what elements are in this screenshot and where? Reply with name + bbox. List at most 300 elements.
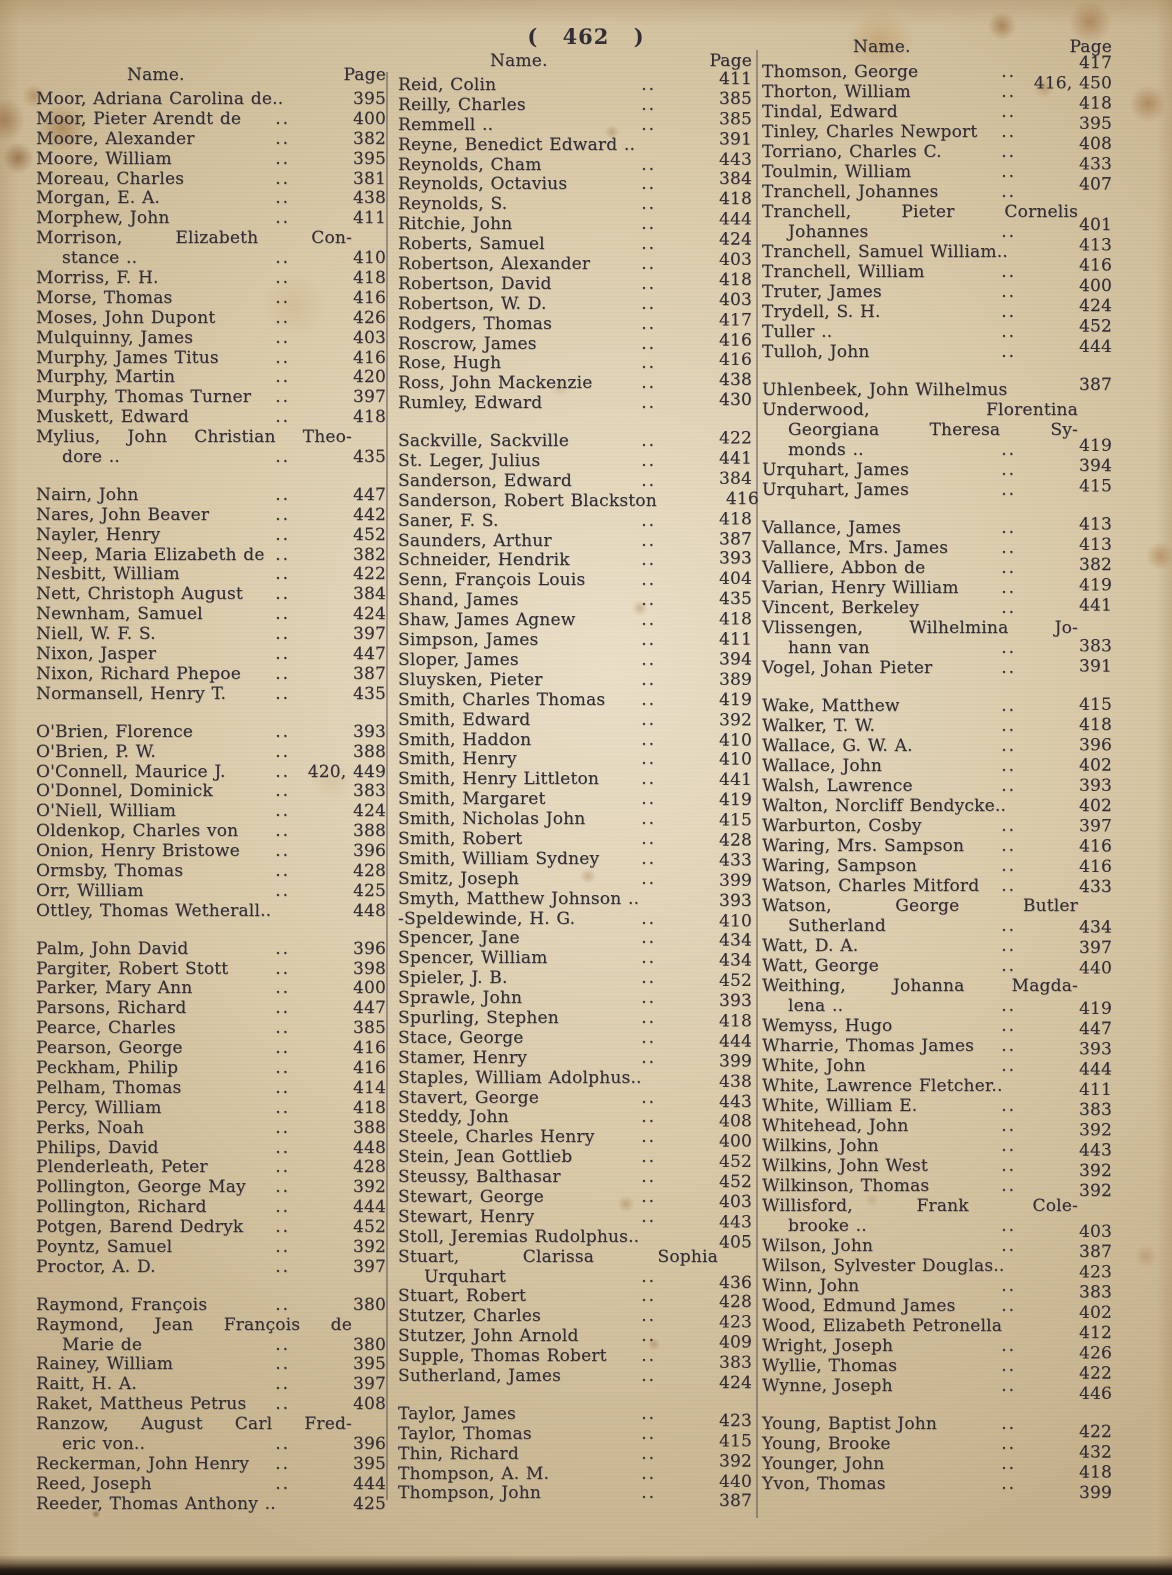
- dot-leader: ..: [1001, 322, 1016, 342]
- dot-leader: ..: [275, 880, 290, 901]
- entry-page: 399: [1078, 1483, 1112, 1503]
- dot-leader: ..: [275, 644, 290, 665]
- entry-page: 409: [718, 1332, 752, 1353]
- dot-leader: ..: [641, 1007, 656, 1028]
- entry-name: Robertson, W. D.: [398, 293, 547, 314]
- dot-leader: ..: [641, 828, 656, 849]
- entry-name: Reid, Colin: [398, 75, 497, 95]
- index-entry: [36, 428, 386, 448]
- entry-name: Watt, George: [762, 956, 879, 976]
- entry-page: 402: [1078, 755, 1112, 776]
- index-entry: [36, 1316, 386, 1336]
- entry-name: Plenderleath, Peter: [36, 1157, 208, 1178]
- entry-page: 397: [1078, 816, 1112, 837]
- dot-leader: ..: [1001, 658, 1016, 678]
- dot-leader: ..: [275, 1137, 290, 1158]
- entry-page: 418: [352, 1097, 386, 1118]
- entry-name: Moses, John Dupont: [36, 307, 216, 328]
- entry-name: Sutherland, James: [398, 1366, 562, 1386]
- entry-page: 416: [352, 347, 386, 368]
- dot-leader: ..: [1001, 1276, 1016, 1296]
- entry-name: Sluysken, Pieter: [398, 669, 543, 690]
- entry-name: White, Lawrence Fletcher..: [762, 1076, 1003, 1096]
- index-entry: [36, 526, 386, 546]
- entry-page: 392: [718, 709, 752, 730]
- index-entry: [762, 876, 1112, 896]
- dot-leader: ..: [641, 530, 656, 551]
- entry-name: Steddy, John: [398, 1107, 509, 1128]
- entry-name: Sackville, Sackville: [398, 431, 569, 452]
- entry-page: 415: [1078, 694, 1112, 715]
- dot-leader: ..: [275, 1236, 290, 1257]
- entry-name: Spencer, Jane: [398, 928, 520, 949]
- index-entry: [398, 711, 752, 731]
- index-entry: [762, 936, 1112, 956]
- entry-page: 420: [352, 367, 386, 388]
- entry-page: 388: [352, 741, 386, 762]
- dot-leader: ..: [1001, 776, 1016, 796]
- entry-name: Smith, Haddon: [398, 729, 532, 750]
- index-entry: [398, 850, 752, 870]
- entry-page: 415: [718, 810, 752, 831]
- index-entry: [36, 448, 386, 468]
- entry-page: 411: [718, 629, 752, 650]
- index-entry: [36, 902, 386, 922]
- entry-page: 382: [1078, 555, 1112, 576]
- entry-page: 395: [352, 148, 386, 169]
- entry-name: Walker, T. W.: [762, 716, 876, 736]
- dot-leader: ..: [1001, 916, 1016, 936]
- entry-page: 447: [1078, 1019, 1112, 1040]
- entry-name: Nesbitt, William: [36, 564, 180, 585]
- column-entries: [762, 53, 1112, 1503]
- entry-page: 452: [718, 971, 752, 992]
- entry-page: 424: [352, 801, 386, 822]
- entry-page: 395: [1078, 113, 1112, 134]
- entry-page: 419: [1078, 575, 1112, 596]
- entry-name: Sanderson, Robert Blackston: [398, 490, 657, 511]
- entry-page: 438: [718, 1071, 752, 1092]
- dot-leader: ..: [1001, 1454, 1016, 1474]
- entry-page: 393: [352, 721, 386, 742]
- index-entry: [398, 631, 752, 651]
- entry-page: 443: [718, 149, 752, 170]
- dot-leader: ..: [275, 761, 290, 782]
- index-entry: [36, 685, 386, 705]
- index-entry: [398, 910, 752, 930]
- entry-page: 438: [352, 188, 386, 209]
- entry-name: Stace, George: [398, 1027, 524, 1048]
- index-entry: [36, 1019, 386, 1039]
- entry-page: 418: [718, 189, 752, 210]
- entry-page: 413: [1078, 235, 1112, 256]
- entry-name: Murphy, James Titus: [36, 347, 219, 368]
- entry-name: Raket, Mattheus Petrus: [36, 1394, 247, 1415]
- entry-name: O'Niell, William: [36, 801, 177, 822]
- entry-page: 393: [718, 549, 752, 570]
- entry-page: 440: [1078, 958, 1112, 979]
- dot-leader: ..: [275, 1434, 290, 1454]
- entry-page: 420, 449: [307, 761, 386, 782]
- dot-leader: ..: [641, 868, 656, 889]
- entry-name: Stewart, Henry: [398, 1206, 535, 1227]
- entry-page: 434: [718, 950, 752, 971]
- group-gap: [36, 922, 386, 940]
- entry-page: 418: [352, 268, 386, 289]
- entry-page: 413: [1078, 534, 1112, 555]
- dot-leader: ..: [641, 353, 656, 374]
- column-divider-2: [756, 50, 758, 1518]
- index-entry: [36, 842, 386, 862]
- dot-leader: ..: [641, 393, 656, 414]
- dot-leader: ..: [641, 1423, 656, 1444]
- entry-page: 423: [718, 1411, 752, 1432]
- entry-page: 438: [718, 370, 752, 391]
- index-entry: [36, 782, 386, 802]
- dot-leader: ..: [641, 154, 656, 175]
- index-entry: [36, 1139, 386, 1159]
- entry-page: 391: [718, 129, 752, 150]
- entry-name: Rumley, Edward: [398, 393, 543, 414]
- dot-leader: ..: [641, 649, 656, 670]
- dot-leader: ..: [275, 958, 290, 979]
- entry-name: Torriano, Charles C.: [762, 142, 942, 162]
- dot-leader: ..: [641, 214, 656, 235]
- dot-leader: ..: [641, 1186, 656, 1207]
- dot-leader: ..: [641, 431, 656, 452]
- entry-page: 414: [352, 1077, 386, 1098]
- dot-leader: ..: [1001, 1376, 1016, 1396]
- dot-leader: ..: [1001, 262, 1016, 282]
- dot-leader: ..: [1001, 696, 1016, 716]
- entry-page: 393: [718, 890, 752, 911]
- entry-name: Tranchell, Johannes: [762, 182, 939, 202]
- entry-name: Neep, Maria Elizabeth de: [36, 544, 265, 565]
- dot-leader: ..: [275, 484, 290, 505]
- entry-page: 392: [1078, 1161, 1112, 1181]
- entry-page: 410: [352, 248, 386, 269]
- dot-leader: ..: [1001, 222, 1016, 242]
- index-entry: [36, 565, 386, 585]
- entry-name: Spieler, J. B.: [398, 968, 508, 989]
- dot-leader: ..: [641, 1047, 656, 1068]
- entry-name: Murphy, Thomas Turner: [36, 387, 252, 408]
- dot-leader: ..: [1001, 302, 1016, 322]
- entry-name: White, William E.: [762, 1096, 918, 1116]
- entry-page: 423: [1078, 1262, 1112, 1283]
- entry-page: 417: [1078, 53, 1112, 73]
- entry-name: Parker, Mary Ann: [36, 978, 193, 999]
- entry-page: 418: [718, 1011, 752, 1032]
- index-entry: [762, 716, 1112, 736]
- index-entry: [762, 776, 1112, 796]
- dot-leader: ..: [275, 564, 290, 585]
- dot-leader: ..: [1001, 936, 1016, 956]
- dot-leader: ..: [641, 610, 656, 631]
- entry-name: Tulloh, John: [762, 342, 870, 362]
- dot-leader: ..: [641, 1027, 656, 1048]
- entry-name: Moore, William: [36, 148, 172, 169]
- entry-name: Niell, W. F. S.: [36, 624, 156, 645]
- entry-name: Wallace, G. W. A.: [762, 736, 913, 756]
- dot-leader: ..: [1001, 460, 1016, 480]
- dot-leader: ..: [1001, 1434, 1016, 1454]
- index-entry: [762, 1016, 1112, 1040]
- name-column-header: Name.: [127, 65, 185, 85]
- entry-name: Wilkins, John West: [762, 1156, 928, 1176]
- index-entry: [398, 509, 752, 532]
- column-divider-1: [386, 72, 388, 1500]
- entry-page: 403: [718, 289, 752, 310]
- dot-leader: ..: [641, 313, 656, 334]
- entry-page: 446: [1078, 1383, 1112, 1404]
- entry-page: 403: [718, 249, 752, 270]
- index-entry: [762, 816, 1112, 836]
- dot-leader: ..: [641, 1107, 656, 1128]
- dot-leader: ..: [1001, 1236, 1016, 1256]
- entry-page: 418: [1078, 715, 1112, 736]
- dot-leader: ..: [1001, 716, 1016, 736]
- entry-page: 381: [352, 168, 386, 189]
- entry-page: 418: [718, 609, 752, 630]
- entry-name: Reilly, Charles: [398, 94, 526, 115]
- entry-name: Percy, William: [36, 1097, 162, 1118]
- dot-leader: ..: [1001, 1296, 1016, 1316]
- entry-page: 436: [718, 1272, 752, 1293]
- entry-page: 440: [718, 1471, 752, 1492]
- entry-page: 416: [718, 350, 752, 371]
- dot-leader: ..: [275, 407, 290, 428]
- entry-page: 402: [1078, 796, 1112, 817]
- entry-page: 425: [352, 1493, 386, 1514]
- dot-leader: ..: [275, 781, 290, 802]
- index-entry: [398, 731, 752, 751]
- dot-leader: ..: [641, 570, 656, 591]
- entry-page: 397: [1078, 938, 1112, 958]
- entry-page: 432: [1078, 1442, 1112, 1463]
- index-entry: [398, 790, 752, 810]
- entry-page: 452: [352, 524, 386, 545]
- dot-leader: ..: [1001, 816, 1016, 836]
- entry-name: Rodgers, Thomas: [398, 313, 553, 334]
- entry-name: stance ..: [62, 248, 138, 269]
- entry-page: 395: [352, 1453, 386, 1474]
- entry-name: Palm, John David: [36, 938, 189, 959]
- entry-page: 403: [718, 1192, 752, 1213]
- index-entry: [398, 529, 752, 552]
- dot-leader: ..: [275, 524, 290, 545]
- entry-page: 401: [1078, 215, 1112, 236]
- dot-leader: ..: [1001, 538, 1016, 558]
- dot-leader: ..: [641, 373, 656, 394]
- entry-page: 433: [1078, 877, 1112, 898]
- index-entry: [36, 1455, 386, 1475]
- dot-leader: ..: [641, 333, 656, 354]
- entry-name: Pollington, Richard: [36, 1197, 207, 1218]
- index-entry: [398, 671, 752, 691]
- index-entry: [36, 585, 386, 605]
- entry-page: 405: [718, 1232, 752, 1253]
- dot-leader: ..: [1001, 440, 1016, 460]
- index-entry: [36, 763, 386, 783]
- entry-name: Taylor, James: [398, 1403, 516, 1424]
- dot-leader: ..: [1001, 1156, 1016, 1176]
- entry-page: 444: [1078, 1059, 1112, 1080]
- index-entry: [762, 618, 1112, 638]
- index-entry: [36, 1099, 386, 1119]
- page-column-header: Page: [343, 65, 386, 85]
- dot-leader: ..: [641, 749, 656, 770]
- entry-name: Nayler, Henry: [36, 524, 161, 545]
- index-entry: [36, 1415, 386, 1435]
- entry-name: Wallace, John: [762, 756, 883, 776]
- entry-name: Varian, Henry William: [762, 578, 959, 598]
- entry-page: 394: [1078, 456, 1112, 477]
- index-entry: [762, 375, 1112, 400]
- scan-bottom-edge: [0, 1555, 1172, 1575]
- dot-leader: ..: [1001, 1474, 1016, 1494]
- entry-name: Remmell ..: [398, 114, 494, 135]
- index-entry: [36, 170, 386, 190]
- index-entry: [36, 979, 386, 999]
- entry-page: 428: [718, 1292, 752, 1313]
- entry-name: Urquhart, James: [762, 460, 909, 480]
- entry-name: Raymond, François: [36, 1294, 208, 1315]
- dot-leader: ..: [641, 1403, 656, 1424]
- entry-page: 415: [1078, 476, 1112, 497]
- entry-page: 435: [352, 683, 386, 704]
- entry-name: Moor, Pieter Arendt de: [36, 108, 242, 129]
- entry-page: 403: [352, 327, 386, 348]
- column-entries: [398, 69, 759, 1512]
- entry-name: Reynolds, S.: [398, 194, 508, 215]
- entry-page: 426: [1078, 1343, 1112, 1364]
- entry-page: 452: [718, 1152, 752, 1173]
- index-entry: [762, 1036, 1112, 1060]
- dot-leader: ..: [1001, 756, 1016, 776]
- index-entry: [36, 743, 386, 763]
- entry-page: 389: [718, 669, 752, 690]
- dot-leader: ..: [275, 938, 290, 959]
- index-entry: [762, 1056, 1112, 1080]
- dot-leader: ..: [1001, 1096, 1016, 1116]
- entry-page: 416, 450: [1033, 73, 1112, 94]
- dot-leader: ..: [1001, 102, 1016, 122]
- dot-leader: ..: [1001, 342, 1016, 362]
- dot-leader: ..: [1001, 1336, 1016, 1356]
- dot-leader: ..: [641, 1167, 656, 1188]
- entry-page: 398: [352, 958, 386, 979]
- dot-leader: ..: [641, 1147, 656, 1168]
- entry-name: Shand, James: [398, 590, 519, 611]
- dot-leader: ..: [275, 148, 290, 169]
- dot-leader: ..: [275, 1453, 290, 1474]
- entry-name: Thorton, William: [762, 82, 911, 102]
- entry-page: 387: [352, 663, 386, 684]
- dot-leader: ..: [641, 174, 656, 195]
- entry-page: 399: [718, 870, 752, 891]
- entry-name: Nett, Christoph August: [36, 584, 243, 605]
- entry-page: 388: [352, 821, 386, 842]
- entry-name: Ranzow, August Carl Fred-: [36, 1414, 352, 1435]
- entry-page: 418: [352, 407, 386, 428]
- entry-name: Watson, Charles Mitford: [762, 876, 980, 896]
- entry-name: Saunders, Arthur: [398, 530, 552, 551]
- entry-page: 441: [718, 448, 752, 469]
- entry-name: Robertson, David: [398, 273, 552, 294]
- dot-leader: ..: [275, 1217, 290, 1238]
- index-entry: [762, 696, 1112, 716]
- entry-name: Tranchell, William: [762, 262, 925, 282]
- entry-page: 383: [1078, 1100, 1112, 1121]
- entry-name: Urquhart: [424, 1266, 506, 1287]
- index-entry: [36, 1475, 386, 1495]
- dot-leader: ..: [641, 809, 656, 830]
- entry-name: Trydell, S. H.: [762, 302, 881, 322]
- dot-leader: ..: [275, 287, 290, 308]
- entry-page: 419: [1078, 998, 1112, 1019]
- entry-name: Thin, Richard: [398, 1443, 519, 1464]
- entry-name: Raymond, Jean François de: [36, 1314, 352, 1335]
- index-entry: [398, 929, 752, 949]
- entry-name: Stewart, George: [398, 1186, 544, 1207]
- entry-page: 396: [1078, 735, 1112, 756]
- dot-leader: ..: [275, 168, 290, 189]
- entry-name: Tranchell, Samuel William..: [762, 242, 1008, 262]
- index-entry: [36, 1375, 386, 1395]
- index-entry: [36, 960, 386, 980]
- entry-page: 384: [352, 584, 386, 605]
- entry-name: Nixon, Jasper: [36, 644, 157, 665]
- dot-leader: ..: [641, 689, 656, 710]
- entry-name: hann van: [788, 638, 870, 658]
- entry-name: Perks, Noah: [36, 1117, 145, 1138]
- entry-page: 397: [352, 624, 386, 645]
- dot-leader: ..: [641, 1306, 656, 1327]
- entry-name: O'Donnel, Dominick: [36, 781, 213, 802]
- index-entry: [398, 1007, 752, 1032]
- entry-name: Willisford, Frank Cole-: [762, 1196, 1078, 1216]
- entry-page: 415: [718, 1431, 752, 1452]
- index-entry: [762, 174, 1112, 202]
- entry-page: 400: [1078, 276, 1112, 296]
- entry-page: 392: [352, 1177, 386, 1198]
- entry-page: 411: [352, 208, 386, 229]
- dot-leader: ..: [275, 841, 290, 862]
- dot-leader: ..: [641, 1286, 656, 1307]
- index-entry: [36, 249, 386, 269]
- entry-page: 408: [718, 1111, 752, 1132]
- index-entry: [398, 830, 752, 850]
- entry-page: 387: [718, 1491, 752, 1512]
- entry-name: St. Leger, Julius: [398, 451, 541, 472]
- index-entry: [398, 870, 752, 890]
- entry-name: Pearson, George: [36, 1038, 183, 1059]
- entry-page: 423: [718, 1312, 752, 1333]
- index-entry: [36, 229, 386, 249]
- index-entry: [36, 1495, 386, 1515]
- dot-leader: ..: [1001, 518, 1016, 538]
- entry-page: 452: [352, 1217, 386, 1238]
- entry-name: Mulquinny, James: [36, 327, 194, 348]
- dot-leader: ..: [1001, 836, 1016, 856]
- dot-leader: ..: [275, 1334, 290, 1355]
- index-entry: [36, 1238, 386, 1258]
- index-entry: [762, 595, 1112, 618]
- dot-leader: ..: [641, 293, 656, 314]
- entry-name: eric von..: [62, 1434, 146, 1454]
- entry-name: Poyntz, Samuel: [36, 1236, 173, 1257]
